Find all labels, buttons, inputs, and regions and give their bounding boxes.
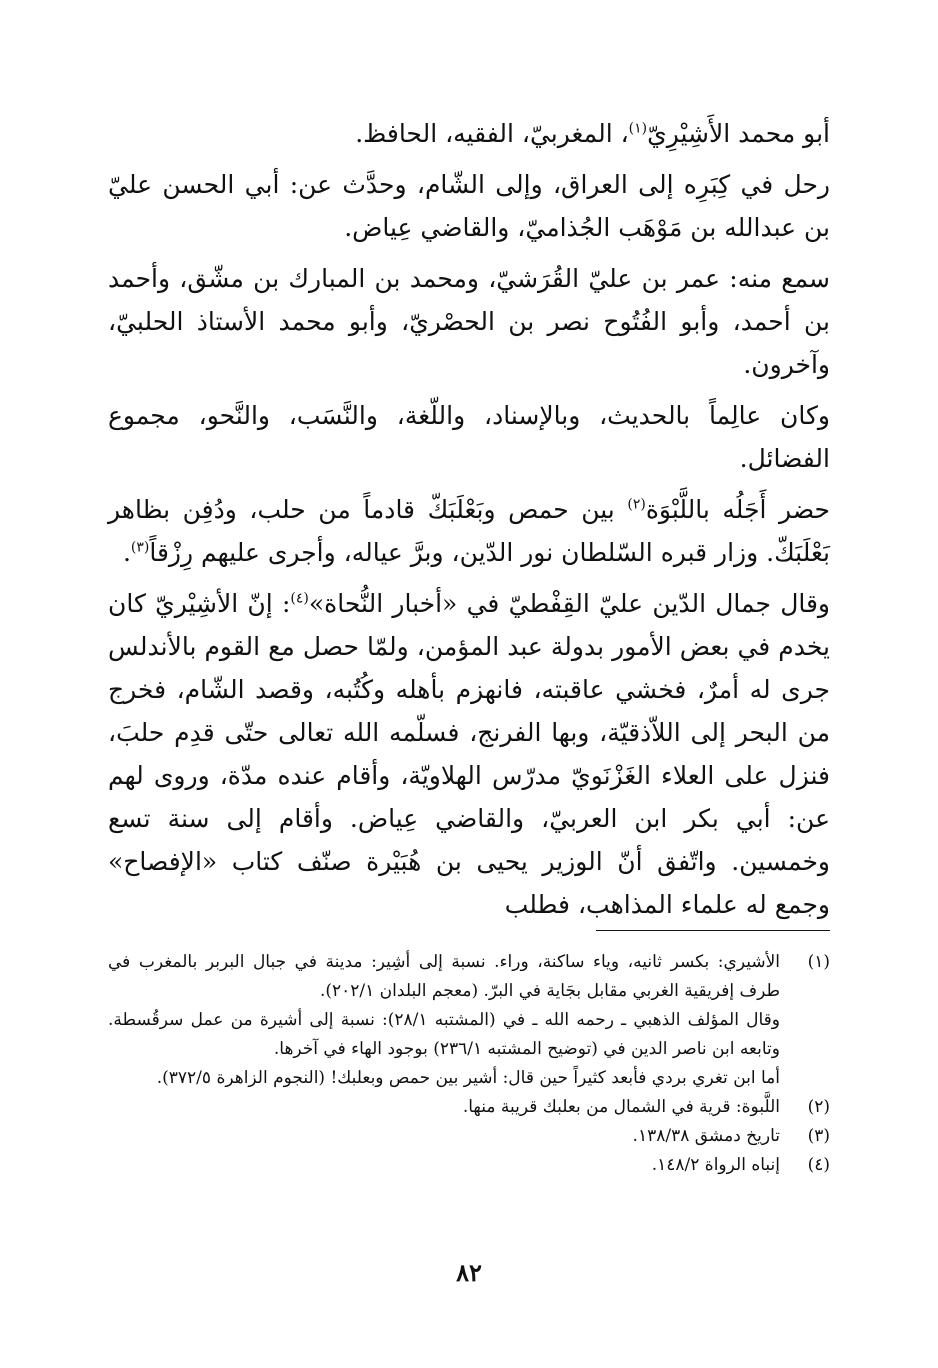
footnotes (108, 948, 830, 1180)
footnote-line: إنباه الرواة ١٤٨/٢. (651, 1155, 780, 1175)
text-segment: . (122, 538, 131, 567)
paragraph-1 (108, 112, 830, 155)
text-segment: ، المغربيّ، الفقيه، الحافظ. (355, 119, 629, 148)
footnote-line: اللَّبوة: قرية في الشمال من بعلبك قريبة منها. (462, 1097, 780, 1117)
text-segment: وقال جمال الدّين عليّ القِفْطيّ في «أخبار النُّحاة» (308, 589, 831, 618)
text-segment: بين حمص وبَعْلَبَكّ قادماً من حلب، ودُفِن بظاهر بَعْلَبَكّ. وزار قبره السّلطان نور الدّين، وبرَّ عياله، وأجرى عليهم رِزْقاً (108, 495, 830, 567)
paragraph-6 (108, 582, 830, 926)
text-segment: حضر أَجَلُه باللَّبْوَة (645, 495, 830, 524)
footnote-number: (٣) (807, 1126, 830, 1146)
footnote-line: الأشيري: بكسر ثانيه، وياء ساكنة، وراء. نسبة إلى أشِير: مدينة في جبال البربر بالمغرب في طرف إفريقية الغربي مقابل بجَاية في البرّ. (معجم البلدان ٢٠٢/١). (108, 952, 780, 1001)
footnote-line: أما ابن تغري بردي فأبعد كثيراً حين قال: أشير بين حمص وبعلبك! (النجوم الزاهرة ٣٧٢/٥). (156, 1068, 780, 1088)
footnote-1 (108, 948, 830, 1093)
footnote-ref-4: (٤) (290, 590, 309, 607)
footnote-body (108, 1151, 780, 1180)
paragraph-3 (108, 257, 830, 386)
footnote-3 (108, 1122, 830, 1151)
footnote-ref-2: (٢) (627, 496, 646, 513)
footnote-line: وقال المؤلف الذهبي ـ رحمه الله ـ في (المشتبه ٢٨/١): نسبة إلى أشيرة من عمل سرقُسطة. وتابعه ابن ناصر الدين في (توضيح المشتبه ٢٣٦/١) بوجود الهاء في آخرها. (108, 1010, 780, 1059)
paragraph-5 (108, 488, 830, 574)
paragraph-4 (108, 394, 830, 480)
text-segment: أبو محمد الأَشِيْرِيّ (647, 119, 830, 148)
page-number: ٨٢ (456, 1258, 482, 1287)
footnote-body (108, 1122, 780, 1151)
text-segment: : إنّ الأشِيْريّ كان يخدم في بعض الأمور بدولة عبد المؤمن، ولمّا حصل مع القوم بالأندلس جرى له أمرٌ، فخشي عاقبته، فانهزم بأهله وكُتُبه، وقصد الشّام، فخرج من البحر إلى اللاّذقيّة، وبها الفرنج، فسلّمه الله تعالى حتّى قدِم حلبَ، فنزل على العلاء الغَزْنَويّ مدرّس الهلاويّة، وأقام عنده مدّة، وروى لهم عن: أبي بكر ابن العربيّ، والقاضي عِياض. وأقام إلى سنة تسع وخمسين. واتّفق أنّ الوزير يحيى بن هُبَيْرة صنّف كتاب «الإفصاح» وجمع له علماء المذاهب، فطلب (108, 589, 830, 919)
text-segment: سمع منه: عمر بن عليّ القُرَشيّ، ومحمد بن المبارك بن مشّق، وأحمد بن أحمد، وأبو الفُتُوح نصر بن الحصْريّ، وأبو محمد الأستاذ الحلبيّ، وآخرون. (108, 264, 830, 379)
footnote-line: تاريخ دمشق ١٣٨/٣٨. (632, 1126, 780, 1146)
footnote-body (108, 1093, 780, 1122)
footnote-number: (٢) (807, 1097, 830, 1117)
paragraph-2 (108, 163, 830, 249)
text-segment: وكان عالِماً بالحديث، وبالإسناد، واللّغة، والنَّسَب، والنَّحو، مجموع الفضائل. (108, 401, 830, 473)
footnote-2 (108, 1093, 830, 1122)
main-text (108, 112, 830, 934)
footnote-4 (108, 1151, 830, 1180)
footnote-number: (٤) (807, 1155, 830, 1175)
footnote-ref-1: (١) (628, 120, 648, 137)
footnote-body (108, 948, 780, 1093)
footnote-ref-3: (٣) (130, 539, 150, 556)
footnote-divider (596, 930, 830, 931)
footnote-number: (١) (807, 952, 830, 972)
text-segment: رحل في كِبَرِه إلى العراق، وإلى الشّام، وحدَّث عن: أبي الحسن عليّ بن عبدالله بن مَوْهَب الجُذاميّ، والقاضي عِياض. (108, 170, 830, 242)
